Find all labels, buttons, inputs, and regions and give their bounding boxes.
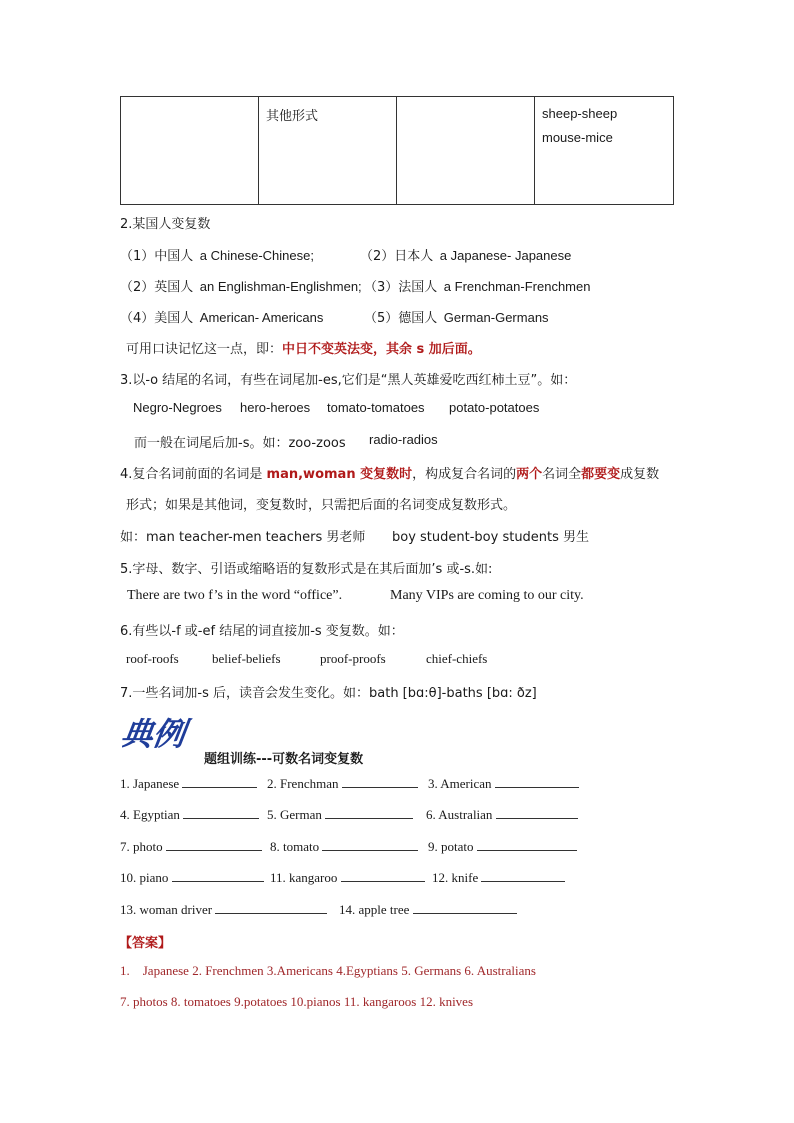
item-cn: 德国人 [398, 311, 438, 326]
exercise-word: 13. woman driver [120, 902, 213, 917]
item-number: （2） [360, 249, 395, 264]
example-line: mouse-mice [542, 130, 613, 145]
highlight-run: 都要变 [581, 467, 621, 482]
exercise-word: 3. American [428, 776, 492, 791]
general-rule-line: 而一般在词尾后加-s。如：zoo-zoos [134, 436, 346, 451]
item-en: a Frenchman-Frenchmen [443, 279, 591, 294]
exercise-item [120, 806, 259, 823]
nationality-item [364, 307, 549, 326]
table-row [121, 97, 674, 205]
section-heading: 6.有些以-f 或-ef 结尾的词直接加-s 变复数。如： [120, 624, 404, 639]
example-word: radio-radios [369, 432, 438, 447]
table-cell-other-forms [259, 97, 397, 205]
nationality-item [120, 307, 323, 326]
answer-blank[interactable] [325, 806, 413, 819]
nationality-item [120, 245, 314, 264]
item-en: German-Germans [443, 310, 549, 325]
exercise-word: 7. photo [120, 839, 163, 854]
exercise-item [267, 806, 413, 823]
exercise-word: 8. tomato [270, 839, 320, 854]
example-sentence: Many VIPs are coming to our city. [390, 588, 584, 603]
text-run: ，构成复合名词的 [412, 467, 517, 482]
exercise-item [339, 901, 517, 918]
answer-blank[interactable] [322, 838, 418, 851]
exercise-item [120, 838, 262, 855]
example-line: sheep-sheep [542, 106, 618, 121]
example-word: chief-chiefs [426, 651, 488, 666]
exercise-word: 10. piano [120, 870, 169, 885]
section-heading: 3.以-o 结尾的名词，有些在词尾加-es,它们是“黑人英雄爱吃西红柿土豆”。如： [120, 373, 577, 388]
answer-blank[interactable] [342, 775, 418, 788]
exercise-word: 5. German [267, 807, 322, 822]
exercise-item [270, 869, 425, 886]
exercise-word: 9. potato [428, 839, 474, 854]
example-word: potato-potatoes [449, 400, 540, 415]
rule-continuation: 形式；如果是其他词，变复数时，只需把后面的名词变成复数形式。 [126, 498, 517, 513]
exercise-word: 11. kangaroo [270, 870, 338, 885]
mnemonic-highlight: 中日不变英法变，其余 s 加后面。 [282, 342, 481, 357]
exercise-item [426, 806, 578, 823]
answer-blank[interactable] [495, 775, 579, 788]
exercise-item [432, 869, 565, 886]
answer-blank[interactable] [183, 806, 259, 819]
section-heading: 2.某国人变复数 [120, 217, 211, 232]
answer-line: 7. photos 8. tomatoes 9.potatoes 10.pianos 11. kangaroos 12. knives [120, 994, 474, 1009]
item-cn: 日本人 [394, 249, 434, 264]
answer-blank[interactable] [496, 806, 578, 819]
nationality-item [364, 276, 590, 295]
answer-blank[interactable] [215, 901, 327, 914]
exercise-item [428, 775, 579, 792]
exercise-word: 2. Frenchman [267, 776, 339, 791]
item-number: （5） [364, 311, 399, 326]
exercise-item [120, 901, 327, 918]
answer-blank[interactable] [413, 901, 517, 914]
item-en: American- Americans [199, 310, 324, 325]
answer-label: 【答案】 [119, 936, 172, 951]
text-run: 成复数 [620, 467, 660, 482]
exercise-item [120, 775, 257, 792]
exercise-item [270, 838, 418, 855]
item-number: （1） [120, 249, 155, 264]
exercise-item [267, 775, 418, 792]
example-word: roof-roofs [126, 651, 179, 666]
example-word: Negro-Negroes [133, 400, 222, 415]
highlight-run: man,woman 变复数时 [266, 467, 413, 482]
item-number: （4） [120, 311, 155, 326]
item-en: a Japanese- Japanese [439, 248, 572, 263]
exercise-item [428, 838, 577, 855]
item-cn: 中国人 [154, 249, 194, 264]
item-en: an Englishman-Englishmen; [199, 279, 362, 294]
exercise-word: 12. knife [432, 870, 479, 885]
example-line: 如：man teacher-men teachers 男老师 [120, 530, 366, 545]
example-line: boy student-boy students 男生 [392, 530, 590, 545]
example-logo-icon [122, 712, 198, 752]
answer-line: 1. Japanese 2. Frenchmen 3.Americans 4.Egyptians 5. Germans 6. Australians [120, 963, 536, 978]
plural-forms-table [120, 96, 674, 205]
mnemonic-line [126, 338, 481, 357]
highlight-run: 两个 [516, 467, 543, 482]
exercise-title: 题组训练---可数名词变复数 [204, 752, 364, 767]
exercise-word: 6. Australian [426, 807, 493, 822]
item-cn: 英国人 [154, 280, 194, 295]
answer-blank[interactable] [166, 838, 262, 851]
example-sentence: There are two f’s in the word “office”. [127, 588, 343, 603]
section-heading: 7.一些名词加-s 后，读音会发生变化。如：bath [bɑ:θ]-baths [bɑ: ðz] [120, 686, 537, 701]
item-number: （3） [364, 280, 399, 295]
text-run: 名词全 [542, 467, 582, 482]
item-en: a Chinese-Chinese; [199, 248, 314, 263]
nationality-item [360, 245, 571, 264]
item-cn: 美国人 [154, 311, 194, 326]
item-number: （2） [120, 280, 155, 295]
nationality-item [120, 276, 362, 295]
exercise-word: 14. apple tree [339, 902, 410, 917]
section-heading: 5.字母、数字、引语或缩略语的复数形式是在其后面加’s 或-s.如: [120, 562, 493, 577]
example-word: belief-beliefs [212, 651, 281, 666]
item-cn: 法国人 [398, 280, 438, 295]
cell-label: 其他形式 [266, 109, 319, 124]
svg-text:典例: 典例 [122, 715, 188, 752]
section-heading [120, 463, 659, 482]
answer-blank[interactable] [477, 838, 577, 851]
answer-blank[interactable] [182, 775, 257, 788]
answer-blank[interactable] [481, 869, 565, 882]
table-cell-empty [121, 97, 259, 205]
answer-blank[interactable] [172, 869, 264, 882]
answer-blank[interactable] [341, 869, 425, 882]
example-word: hero-heroes [240, 400, 311, 415]
table-cell-empty [397, 97, 535, 205]
text-run: 4.复合名词前面的名词是 [120, 467, 267, 482]
exercise-item [120, 869, 264, 886]
exercise-word: 4. Egyptian [120, 807, 180, 822]
mnemonic-prefix: 可用口诀记忆这一点，即： [126, 342, 283, 357]
exercise-word: 1. Japanese [120, 776, 180, 791]
example-word: proof-proofs [320, 651, 386, 666]
table-cell-examples [535, 97, 674, 205]
example-word: tomato-tomatoes [327, 400, 425, 415]
